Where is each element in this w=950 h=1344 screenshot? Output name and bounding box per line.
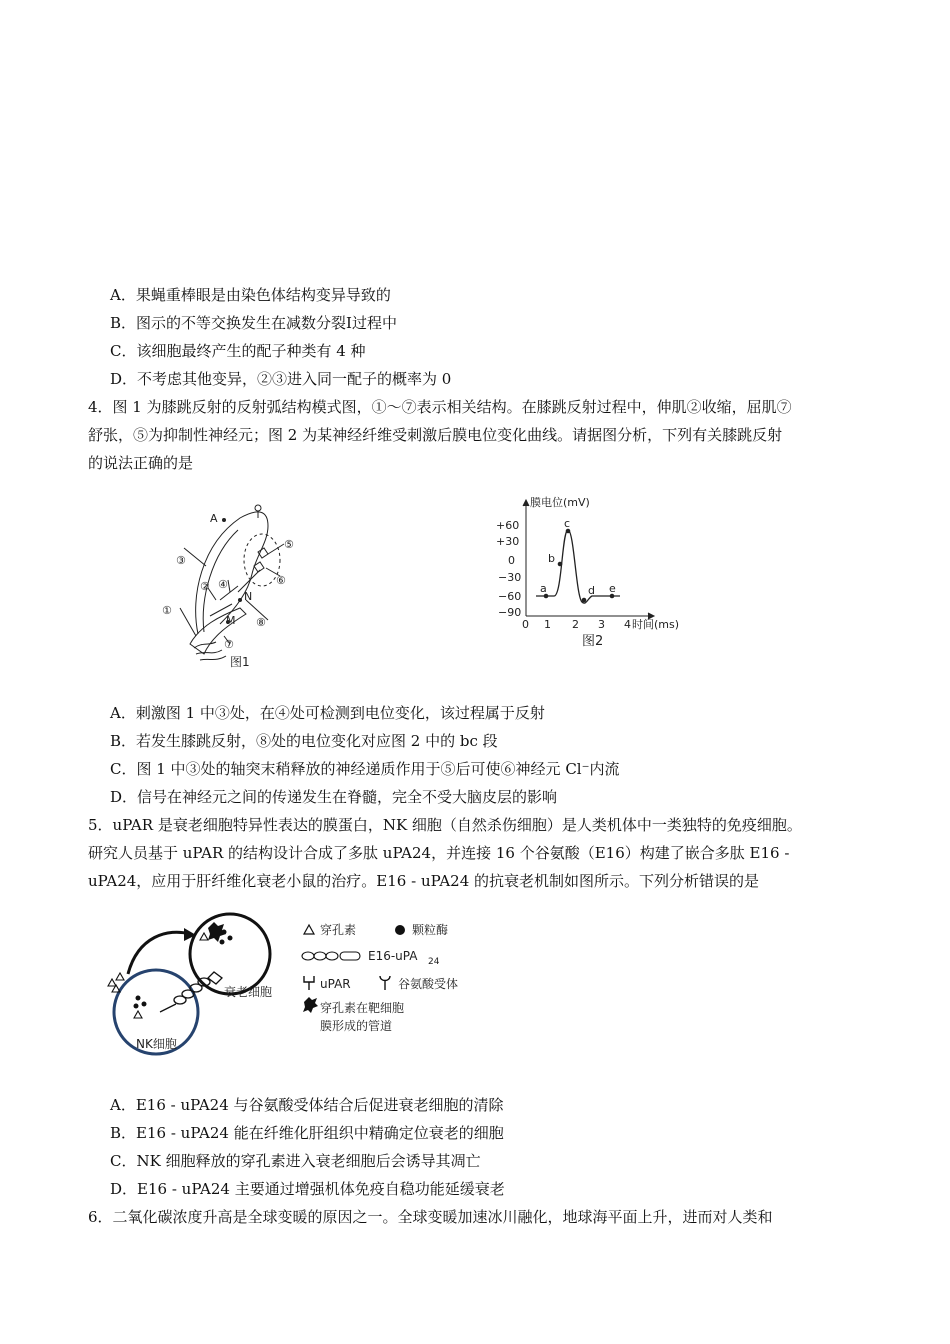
point-b-label: b [548,552,555,565]
y-tick-60: +60 [496,519,520,532]
q5-stem-line-1: 5．uPAR 是衰老细胞特异性表达的膜蛋白，NK 细胞（自然杀伤细胞）是人类机体中一类独特的免疫细胞。 [88,816,802,834]
label-circled-7: ⑦ [224,638,234,651]
reflex-arc-figure [150,496,310,672]
q5-option-a: A．E16 - uPA24 与谷氨酸受体结合后促进衰老细胞的清除 [110,1096,504,1114]
label-circled-2: ② [200,580,210,593]
spinal-cord-outline [244,534,280,586]
q4-option-c: C．图 1 中③处的轴突末稍释放的神经递质作用于⑤后可使⑥神经元 Cl⁻内流 [110,760,620,778]
legend-peptide-subscript: 24 [428,957,440,967]
peptide-chain [160,972,222,1012]
nk-cell-mechanism-figure [98,910,490,1060]
x-tick-2: 2 [572,618,579,631]
perforin-legend-icon [304,925,314,934]
q3-option-b: B．图示的不等交换发生在减数分裂Ⅰ过程中 [110,314,397,332]
x-axis-label: 时间(ms) [632,618,680,631]
q5-stem-line-3: uPA24，应用于肝纤维化衰老小鼠的治疗。E16 - uPA24 的抗衰老机制如图所示。下列分析错误的是 [88,872,760,890]
y-tick-30: +30 [496,535,520,548]
q5-option-b: B．E16 - uPA24 能在纤维化肝组织中精确定位衰老的细胞 [110,1124,504,1142]
q5-option-d: D．E16 - uPA24 主要通过增强机体免疫自稳功能延缓衰老 [110,1180,505,1198]
figure-1-caption: 图1 [230,655,250,669]
y-tick-minus-30: −30 [498,571,522,584]
q4-option-b: B．若发生膝跳反射，⑧处的电位变化对应图 2 中的 bc 段 [110,732,498,750]
release-arrow [128,932,190,974]
q6-stem-line-1: 6．二氧化碳浓度升高是全球变暖的原因之一。全球变暖加速冰川融化，地球海平面上升，进而对人类和 [88,1208,773,1226]
senescent-cell-label: 衰老细胞 [224,985,273,999]
label-circled-6: ⑥ [276,574,286,587]
q5-stem-line-2: 研究人员基于 uPAR 的结构设计合成了多肽 uPA24，并连接 16 个谷氨酸（E16）构建了嵌合多肽 E16 - [88,844,790,862]
point-d-marker [582,598,587,603]
granzyme-legend-icon [395,925,405,935]
y-axis-label: 膜电位(mV) [530,496,590,509]
q4-stem-line-2: 舒张，⑤为抑制性神经元；图 2 为某神经纤维受刺激后膜电位变化曲线。请据图分析，下列有关膝跳反射 [88,426,783,444]
point-c-label: c [564,517,571,530]
y-tick-minus-90: −90 [498,606,522,619]
figure-2-caption: 图2 [582,634,604,649]
q4-option-a: A．刺激图 1 中③处，在④处可检测到电位变化，该过程属于反射 [110,704,545,722]
q3-option-c: C．该细胞最终产生的配子种类有 4 种 [110,342,366,360]
legend-peptide: E16-uPA [368,949,418,963]
x-tick-3: 3 [598,618,605,631]
q4-stem-line-1: 4．图 1 为膝跳反射的反射弧结构模式图，①～⑦表示相关结构。在膝跳反射过程中，伸肌②收缩，屈肌⑦ [88,398,792,416]
point-e-label: e [609,582,616,595]
point-a-label: a [540,582,547,595]
q4-option-d: D．信号在神经元之间的传递发生在脊髓，完全不受大脑皮层的影响 [110,788,558,806]
legend-channel-line-1: 穿孔素在靶细胞 [320,1001,405,1015]
legend-granzyme: 颗粒酶 [412,923,449,937]
y-tick-minus-60: −60 [498,590,522,603]
legend-upar: uPAR [320,977,351,991]
senescent-cell-circle [190,914,270,994]
label-point-n: N [244,590,253,603]
channel-legend-icon [303,997,318,1013]
nk-cell-label: NK细胞 [136,1037,177,1051]
legend-glu-receptor: 谷氨酸受体 [398,977,459,991]
x-tick-4: 4 [624,618,631,631]
x-tick-1: 1 [544,618,551,631]
label-point-m: M [226,614,236,627]
point-d-label: d [588,584,595,597]
q3-option-d: D．不考虑其他变异，②③进入同一配子的概率为 0 [110,370,452,388]
potential-curve [536,530,620,603]
pore-channel-icon [208,922,226,942]
q4-stem-line-3: 的说法正确的是 [88,454,194,472]
x-tick-0: 0 [522,618,529,631]
label-circled-3: ③ [176,554,186,567]
label-circled-1: ① [162,604,172,617]
membrane-potential-figure [496,494,692,654]
label-circled-4: ④ [218,578,228,591]
legend-perforin: 穿孔素 [320,923,357,937]
q3-option-a: A．果蝇重棒眼是由染色体结构变异导致的 [110,286,391,304]
perforin-markers [108,933,208,1018]
point-b-marker [558,562,563,567]
q5-option-c: C．NK 细胞释放的穿孔素进入衰老细胞后会诱导其凋亡 [110,1152,481,1170]
label-circled-8: ⑧ [256,616,266,629]
glu-receptor-legend-icon [380,976,390,990]
upar-legend-icon [304,976,314,990]
figure-legend [302,922,458,1033]
peptide-legend-icon [302,952,360,960]
legend-channel-line-2: 膜形成的管道 [320,1019,393,1033]
label-circled-5: ⑤ [284,538,294,551]
label-point-a: A [210,512,218,525]
y-tick-0: 0 [508,554,515,567]
